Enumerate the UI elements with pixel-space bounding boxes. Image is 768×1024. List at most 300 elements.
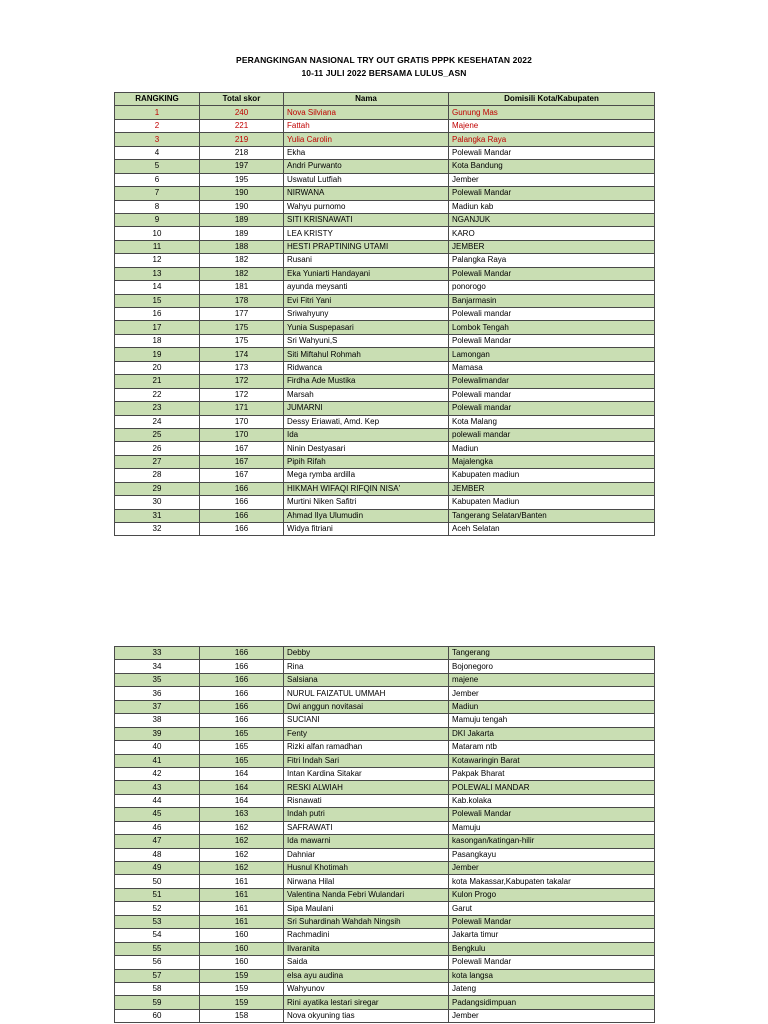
table-row <box>115 660 655 673</box>
name-cell: Debby <box>284 647 449 660</box>
name-cell: HIKMAH WIFAQI RIFQIN NISA' <box>284 482 449 495</box>
score-cell: 174 <box>200 348 284 361</box>
rank-cell: 57 <box>115 969 200 982</box>
city-cell: Jember <box>449 862 655 875</box>
score-cell: 162 <box>200 862 284 875</box>
score-cell: 171 <box>200 402 284 415</box>
rank-cell: 33 <box>115 647 200 660</box>
table-row <box>115 415 655 428</box>
city-cell: Madiun <box>449 700 655 713</box>
city-cell: Kota Malang <box>449 415 655 428</box>
table-row <box>115 133 655 146</box>
rank-cell: 31 <box>115 509 200 522</box>
score-cell: 175 <box>200 334 284 347</box>
city-cell: KARO <box>449 227 655 240</box>
table-row <box>115 348 655 361</box>
score-cell: 178 <box>200 294 284 307</box>
city-cell: Pasangkayu <box>449 848 655 861</box>
score-cell: 190 <box>200 200 284 213</box>
table-row <box>115 942 655 955</box>
name-cell: SITI KRISNAWATI <box>284 213 449 226</box>
rank-cell: 59 <box>115 996 200 1009</box>
table-row <box>115 767 655 780</box>
name-cell: Rizki alfan ramadhan <box>284 741 449 754</box>
score-cell: 163 <box>200 808 284 821</box>
city-cell: Polewali mandar <box>449 402 655 415</box>
name-cell: Murtini Niken Safitri <box>284 496 449 509</box>
table-row <box>115 835 655 848</box>
table-row <box>115 227 655 240</box>
table-row <box>115 687 655 700</box>
rank-cell: 55 <box>115 942 200 955</box>
table-row <box>115 982 655 995</box>
city-cell: Lamongan <box>449 348 655 361</box>
city-cell: Mamuju <box>449 821 655 834</box>
name-cell: Wahyunov <box>284 982 449 995</box>
rank-cell: 58 <box>115 982 200 995</box>
rank-cell: 5 <box>115 160 200 173</box>
score-cell: 161 <box>200 875 284 888</box>
rank-cell: 42 <box>115 767 200 780</box>
city-cell: Aceh Selatan <box>449 523 655 536</box>
name-cell: Sipa Maulani <box>284 902 449 915</box>
score-cell: 161 <box>200 915 284 928</box>
name-cell: RESKI ALWIAH <box>284 781 449 794</box>
score-cell: 166 <box>200 714 284 727</box>
score-cell: 175 <box>200 321 284 334</box>
score-cell: 160 <box>200 929 284 942</box>
table-row <box>115 915 655 928</box>
score-cell: 182 <box>200 267 284 280</box>
score-cell: 219 <box>200 133 284 146</box>
score-cell: 221 <box>200 119 284 132</box>
name-cell: Rusani <box>284 254 449 267</box>
table-row <box>115 700 655 713</box>
score-cell: 172 <box>200 388 284 401</box>
rank-cell: 20 <box>115 361 200 374</box>
score-cell: 162 <box>200 821 284 834</box>
rank-cell: 47 <box>115 835 200 848</box>
name-cell: Sri Wahyuni,S <box>284 334 449 347</box>
score-cell: 164 <box>200 767 284 780</box>
table-row <box>115 375 655 388</box>
score-cell: 164 <box>200 781 284 794</box>
table-row <box>115 321 655 334</box>
score-cell: 181 <box>200 281 284 294</box>
table-row <box>115 647 655 660</box>
score-cell: 190 <box>200 187 284 200</box>
score-cell: 240 <box>200 106 284 119</box>
rank-cell: 46 <box>115 821 200 834</box>
city-cell: Tangerang Selatan/Banten <box>449 509 655 522</box>
table-row <box>115 875 655 888</box>
rank-cell: 2 <box>115 119 200 132</box>
rank-cell: 54 <box>115 929 200 942</box>
table-row <box>115 969 655 982</box>
table-row <box>115 160 655 173</box>
name-cell: Saida <box>284 956 449 969</box>
city-cell: Majene <box>449 119 655 132</box>
rank-cell: 45 <box>115 808 200 821</box>
name-cell: HESTI PRAPTINING UTAMI <box>284 240 449 253</box>
table-row <box>115 741 655 754</box>
rank-cell: 25 <box>115 428 200 441</box>
table-row <box>115 902 655 915</box>
name-cell: Fitri Indah Sari <box>284 754 449 767</box>
city-cell: DKI Jakarta <box>449 727 655 740</box>
score-cell: 165 <box>200 727 284 740</box>
rank-cell: 3 <box>115 133 200 146</box>
rank-cell: 13 <box>115 267 200 280</box>
name-cell: JUMARNI <box>284 402 449 415</box>
name-cell: Dwi anggun novitasai <box>284 700 449 713</box>
name-cell: Widya fitriani <box>284 523 449 536</box>
table-row <box>115 1009 655 1022</box>
city-cell: Banjarmasin <box>449 294 655 307</box>
table-row <box>115 200 655 213</box>
score-cell: 166 <box>200 482 284 495</box>
score-cell: 158 <box>200 1009 284 1022</box>
rank-cell: 30 <box>115 496 200 509</box>
city-cell: JEMBER <box>449 240 655 253</box>
score-cell: 170 <box>200 428 284 441</box>
score-cell: 160 <box>200 956 284 969</box>
name-cell: NURUL FAIZATUL UMMAH <box>284 687 449 700</box>
table-row <box>115 469 655 482</box>
city-cell: Bengkulu <box>449 942 655 955</box>
rank-cell: 35 <box>115 673 200 686</box>
name-cell: Marsah <box>284 388 449 401</box>
city-cell: Mamasa <box>449 361 655 374</box>
name-cell: Dahniar <box>284 848 449 861</box>
rank-cell: 44 <box>115 794 200 807</box>
name-cell: Yunia Suspepasari <box>284 321 449 334</box>
score-cell: 218 <box>200 146 284 159</box>
score-cell: 189 <box>200 213 284 226</box>
city-cell: Padangsidimpuan <box>449 996 655 1009</box>
rank-cell: 23 <box>115 402 200 415</box>
rank-cell: 28 <box>115 469 200 482</box>
rank-cell: 49 <box>115 862 200 875</box>
rank-cell: 32 <box>115 523 200 536</box>
city-cell: Madiun <box>449 442 655 455</box>
table-row <box>115 281 655 294</box>
table-row <box>115 509 655 522</box>
score-cell: 159 <box>200 996 284 1009</box>
rank-cell: 56 <box>115 956 200 969</box>
city-cell: polewali mandar <box>449 428 655 441</box>
rank-cell: 18 <box>115 334 200 347</box>
table-row <box>115 146 655 159</box>
table-row <box>115 388 655 401</box>
score-cell: 161 <box>200 902 284 915</box>
city-cell: Polewali Mandar <box>449 956 655 969</box>
name-cell: Dessy Eriawati, Amd. Kep <box>284 415 449 428</box>
name-cell: Ahmad Ilya Ulumudin <box>284 509 449 522</box>
header-rank: RANGKING <box>115 93 200 106</box>
rank-cell: 26 <box>115 442 200 455</box>
city-cell: kota langsa <box>449 969 655 982</box>
rank-cell: 12 <box>115 254 200 267</box>
name-cell: Siti Miftahul Rohmah <box>284 348 449 361</box>
city-cell: Polewali Mandar <box>449 915 655 928</box>
score-cell: 167 <box>200 469 284 482</box>
rank-cell: 17 <box>115 321 200 334</box>
name-cell: Husnul Khotimah <box>284 862 449 875</box>
table-row <box>115 187 655 200</box>
city-cell: Jember <box>449 687 655 700</box>
city-cell: Garut <box>449 902 655 915</box>
rank-cell: 43 <box>115 781 200 794</box>
rank-cell: 34 <box>115 660 200 673</box>
header-city: Domisili Kota/Kabupaten <box>449 93 655 106</box>
name-cell: Eka Yuniarti Handayani <box>284 267 449 280</box>
city-cell: POLEWALI MANDAR <box>449 781 655 794</box>
city-cell: Jakarta timur <box>449 929 655 942</box>
table-row <box>115 929 655 942</box>
score-cell: 195 <box>200 173 284 186</box>
city-cell: Madiun kab <box>449 200 655 213</box>
score-cell: 164 <box>200 794 284 807</box>
name-cell: Yulia Carolin <box>284 133 449 146</box>
name-cell: Intan Kardina Sitakar <box>284 767 449 780</box>
city-cell: JEMBER <box>449 482 655 495</box>
name-cell: Valentina Nanda Febri Wulandari <box>284 888 449 901</box>
score-cell: 166 <box>200 687 284 700</box>
city-cell: Palangka Raya <box>449 133 655 146</box>
name-cell: Rachmadini <box>284 929 449 942</box>
city-cell: Polewali mandar <box>449 388 655 401</box>
name-cell: Salsiana <box>284 673 449 686</box>
name-cell: Risnawati <box>284 794 449 807</box>
city-cell: Mataram ntb <box>449 741 655 754</box>
score-cell: 166 <box>200 700 284 713</box>
rank-cell: 9 <box>115 213 200 226</box>
header-name: Nama <box>284 93 449 106</box>
score-cell: 166 <box>200 673 284 686</box>
table-row <box>115 808 655 821</box>
name-cell: Sri Suhardinah Wahdah Ningsih <box>284 915 449 928</box>
table-row <box>115 267 655 280</box>
city-cell: Polewali Mandar <box>449 267 655 280</box>
rank-cell: 48 <box>115 848 200 861</box>
city-cell: Lombok Tengah <box>449 321 655 334</box>
name-cell: Uswatul Lutfiah <box>284 173 449 186</box>
city-cell: kota Makassar,Kabupaten takalar <box>449 875 655 888</box>
score-cell: 189 <box>200 227 284 240</box>
city-cell: NGANJUK <box>449 213 655 226</box>
city-cell: Polewali Mandar <box>449 334 655 347</box>
rank-cell: 19 <box>115 348 200 361</box>
city-cell: Kab.kolaka <box>449 794 655 807</box>
name-cell: Indah putri <box>284 808 449 821</box>
city-cell: Jember <box>449 1009 655 1022</box>
rank-cell: 41 <box>115 754 200 767</box>
rank-cell: 4 <box>115 146 200 159</box>
rank-cell: 40 <box>115 741 200 754</box>
table-row <box>115 888 655 901</box>
score-cell: 162 <box>200 848 284 861</box>
table-row <box>115 173 655 186</box>
name-cell: ayunda meysanti <box>284 281 449 294</box>
score-cell: 173 <box>200 361 284 374</box>
rank-cell: 1 <box>115 106 200 119</box>
name-cell: SUCIANI <box>284 714 449 727</box>
name-cell: LEA KRISTY <box>284 227 449 240</box>
score-cell: 166 <box>200 647 284 660</box>
name-cell: Rini ayatika lestari siregar <box>284 996 449 1009</box>
ranking-table-part-2 <box>114 646 655 1023</box>
rank-cell: 38 <box>115 714 200 727</box>
name-cell: Ridwanca <box>284 361 449 374</box>
table-row <box>115 442 655 455</box>
city-cell: Bojonegoro <box>449 660 655 673</box>
table-header-row <box>115 93 655 106</box>
name-cell: NIRWANA <box>284 187 449 200</box>
city-cell: Polewali Mandar <box>449 808 655 821</box>
name-cell: Wahyu purnomo <box>284 200 449 213</box>
table-row <box>115 794 655 807</box>
table-row <box>115 821 655 834</box>
score-cell: 162 <box>200 835 284 848</box>
score-cell: 177 <box>200 308 284 321</box>
rank-cell: 15 <box>115 294 200 307</box>
name-cell: Andri Purwanto <box>284 160 449 173</box>
score-cell: 161 <box>200 888 284 901</box>
rank-cell: 39 <box>115 727 200 740</box>
score-cell: 166 <box>200 496 284 509</box>
name-cell: Firdha Ade Mustika <box>284 375 449 388</box>
table-row <box>115 213 655 226</box>
header-score: Total skor <box>200 93 284 106</box>
city-cell: Kota Bandung <box>449 160 655 173</box>
rank-cell: 52 <box>115 902 200 915</box>
rank-cell: 37 <box>115 700 200 713</box>
score-cell: 165 <box>200 741 284 754</box>
city-cell: Tangerang <box>449 647 655 660</box>
rank-cell: 6 <box>115 173 200 186</box>
city-cell: Majalengka <box>449 455 655 468</box>
rank-cell: 8 <box>115 200 200 213</box>
rank-cell: 60 <box>115 1009 200 1022</box>
rank-cell: 16 <box>115 308 200 321</box>
rank-cell: 10 <box>115 227 200 240</box>
city-cell: Polewali Mandar <box>449 187 655 200</box>
table-row <box>115 714 655 727</box>
score-cell: 197 <box>200 160 284 173</box>
name-cell: Evi Fitri Yani <box>284 294 449 307</box>
name-cell: Nova okyuning tias <box>284 1009 449 1022</box>
rank-cell: 7 <box>115 187 200 200</box>
table-row <box>115 781 655 794</box>
city-cell: Pakpak Bharat <box>449 767 655 780</box>
name-cell: Ida <box>284 428 449 441</box>
table-row <box>115 334 655 347</box>
table-row <box>115 754 655 767</box>
rank-cell: 14 <box>115 281 200 294</box>
table-row <box>115 523 655 536</box>
table-row <box>115 254 655 267</box>
table-row <box>115 727 655 740</box>
score-cell: 166 <box>200 523 284 536</box>
table-row <box>115 848 655 861</box>
table-row <box>115 119 655 132</box>
name-cell: Nirwana Hilal <box>284 875 449 888</box>
city-cell: Gunung Mas <box>449 106 655 119</box>
score-cell: 159 <box>200 969 284 982</box>
score-cell: 188 <box>200 240 284 253</box>
score-cell: 166 <box>200 509 284 522</box>
name-cell: Ninin Destyasari <box>284 442 449 455</box>
name-cell: SAFRAWATI <box>284 821 449 834</box>
city-cell: Polewali Mandar <box>449 146 655 159</box>
rank-cell: 21 <box>115 375 200 388</box>
score-cell: 165 <box>200 754 284 767</box>
table-row <box>115 308 655 321</box>
city-cell: Kabupaten madiun <box>449 469 655 482</box>
name-cell: Nova Silviana <box>284 106 449 119</box>
city-cell: Palangka Raya <box>449 254 655 267</box>
city-cell: Kotawaringin Barat <box>449 754 655 767</box>
table-row <box>115 428 655 441</box>
rank-cell: 29 <box>115 482 200 495</box>
table-row <box>115 996 655 1009</box>
rank-cell: 24 <box>115 415 200 428</box>
name-cell: Mega rymba ardilla <box>284 469 449 482</box>
name-cell: elsa ayu audina <box>284 969 449 982</box>
rank-cell: 53 <box>115 915 200 928</box>
name-cell: Fenty <box>284 727 449 740</box>
table-row <box>115 496 655 509</box>
name-cell: Ida mawarni <box>284 835 449 848</box>
city-cell: majene <box>449 673 655 686</box>
rank-cell: 22 <box>115 388 200 401</box>
table-row <box>115 956 655 969</box>
city-cell: kasongan/katingan-hilir <box>449 835 655 848</box>
city-cell: ponorogo <box>449 281 655 294</box>
score-cell: 167 <box>200 442 284 455</box>
name-cell: Rina <box>284 660 449 673</box>
score-cell: 172 <box>200 375 284 388</box>
rank-cell: 11 <box>115 240 200 253</box>
name-cell: Ilvaranita <box>284 942 449 955</box>
city-cell: Jember <box>449 173 655 186</box>
city-cell: Kabupaten Madiun <box>449 496 655 509</box>
city-cell: Polewalimandar <box>449 375 655 388</box>
table-row <box>115 240 655 253</box>
city-cell: Polewali mandar <box>449 308 655 321</box>
name-cell: Pipih Rifah <box>284 455 449 468</box>
document-title: PERANGKINGAN NASIONAL TRY OUT GRATIS PPPK KESEHATAN 2022 <box>236 55 532 65</box>
score-cell: 166 <box>200 660 284 673</box>
score-cell: 160 <box>200 942 284 955</box>
table-row <box>115 106 655 119</box>
rank-cell: 51 <box>115 888 200 901</box>
city-cell: Jateng <box>449 982 655 995</box>
ranking-table-part-1 <box>114 92 655 536</box>
rank-cell: 27 <box>115 455 200 468</box>
score-cell: 170 <box>200 415 284 428</box>
city-cell: Kulon Progo <box>449 888 655 901</box>
name-cell: Fattah <box>284 119 449 132</box>
name-cell: Ekha <box>284 146 449 159</box>
score-cell: 167 <box>200 455 284 468</box>
rank-cell: 50 <box>115 875 200 888</box>
score-cell: 182 <box>200 254 284 267</box>
table-row <box>115 361 655 374</box>
table-row <box>115 402 655 415</box>
table-row <box>115 482 655 495</box>
